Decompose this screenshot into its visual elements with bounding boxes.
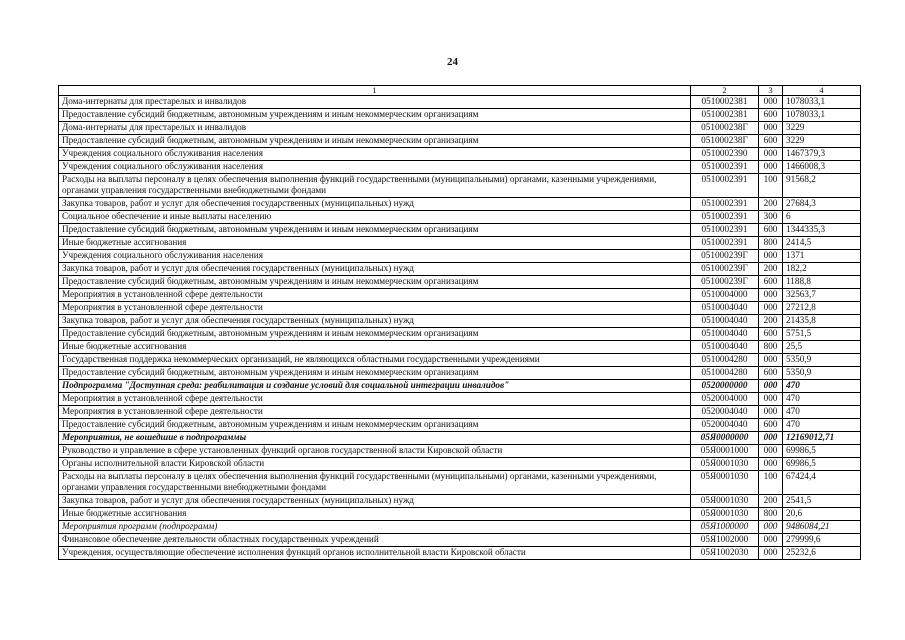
row-expense-type-cell: 200 (759, 263, 783, 276)
table-row (59, 521, 861, 534)
table-row (59, 135, 861, 148)
row-amount-cell: 2541,5 (783, 495, 861, 508)
table-row (59, 445, 861, 458)
row-amount-cell: 27212,8 (783, 302, 861, 315)
table-row (59, 174, 861, 198)
row-amount-cell: 1466008,3 (783, 161, 861, 174)
row-amount-cell: 69986,5 (783, 458, 861, 471)
row-code-cell: 05Я0001030 (691, 508, 759, 521)
row-amount-cell: 470 (783, 380, 861, 393)
row-amount-cell: 3229 (783, 135, 861, 148)
row-expense-type-cell: 000 (759, 289, 783, 302)
table-row (59, 419, 861, 432)
header-col-code: 2 (691, 86, 759, 96)
row-name-cell: Предоставление субсидий бюджетным, автономным учреждениям и иным некоммерческим организациям (59, 276, 691, 289)
table-row (59, 289, 861, 302)
row-name-cell: Предоставление субсидий бюджетным, автономным учреждениям и иным некоммерческим организациям (59, 135, 691, 148)
row-code-cell: 05Я0001030 (691, 471, 759, 495)
table-row (59, 354, 861, 367)
table-row (59, 432, 861, 445)
row-expense-type-cell: 600 (759, 419, 783, 432)
table-row (59, 122, 861, 135)
table-row (59, 148, 861, 161)
row-expense-type-cell: 200 (759, 495, 783, 508)
row-code-cell: 051000239Г (691, 263, 759, 276)
row-amount-cell: 69986,5 (783, 445, 861, 458)
row-amount-cell: 279999,6 (783, 534, 861, 547)
row-amount-cell: 9486084,21 (783, 521, 861, 534)
row-expense-type-cell: 300 (759, 211, 783, 224)
row-expense-type-cell: 000 (759, 393, 783, 406)
row-name-cell: Учреждения, осуществляющие обеспечение исполнения функций органов исполнительной власти Кировской области (59, 547, 691, 560)
row-code-cell: 0510002391 (691, 224, 759, 237)
table-row (59, 328, 861, 341)
row-code-cell: 0520004040 (691, 419, 759, 432)
row-name-cell: Мероприятия в установленной сфере деятельности (59, 406, 691, 419)
row-amount-cell: 20,6 (783, 508, 861, 521)
row-code-cell: 0510004040 (691, 315, 759, 328)
row-code-cell: 0510002391 (691, 211, 759, 224)
table-row (59, 237, 861, 250)
row-expense-type-cell: 600 (759, 109, 783, 122)
row-expense-type-cell: 200 (759, 198, 783, 211)
table-row (59, 367, 861, 380)
row-expense-type-cell: 600 (759, 135, 783, 148)
row-amount-cell: 27684,3 (783, 198, 861, 211)
table-row (59, 109, 861, 122)
row-name-cell: Руководство и управление в сфере установленных функций органов государственной власти Кировской области (59, 445, 691, 458)
row-code-cell: 0510002391 (691, 198, 759, 211)
row-code-cell: 0510002391 (691, 161, 759, 174)
row-code-cell: 051000239Г (691, 250, 759, 263)
row-amount-cell: 6 (783, 211, 861, 224)
row-name-cell: Мероприятия, не вошедшие в подпрограммы (59, 432, 691, 445)
row-expense-type-cell: 000 (759, 521, 783, 534)
row-name-cell: Расходы на выплаты персоналу в целях обеспечения выполнения функций государственными (муниципальными) органами, казенными учреждениями, органами управления государственными внебюджетными фондами (59, 174, 691, 198)
row-amount-cell: 1078033,1 (783, 96, 861, 109)
table-row (59, 276, 861, 289)
row-expense-type-cell: 000 (759, 250, 783, 263)
budget-table (58, 85, 861, 560)
row-expense-type-cell: 600 (759, 328, 783, 341)
row-expense-type-cell: 800 (759, 341, 783, 354)
row-amount-cell: 32563,7 (783, 289, 861, 302)
row-name-cell: Закупка товаров, работ и услуг для обеспечения государственных (муниципальных) нужд (59, 198, 691, 211)
row-amount-cell: 3229 (783, 122, 861, 135)
row-code-cell: 0520004000 (691, 393, 759, 406)
row-amount-cell: 1078033,1 (783, 109, 861, 122)
row-expense-type-cell: 000 (759, 122, 783, 135)
table-body (59, 96, 861, 560)
row-code-cell: 0510004280 (691, 367, 759, 380)
row-expense-type-cell: 000 (759, 380, 783, 393)
row-expense-type-cell: 800 (759, 508, 783, 521)
table-row (59, 315, 861, 328)
row-code-cell: 0510004280 (691, 354, 759, 367)
page-number: 24 (447, 56, 458, 68)
row-name-cell: Закупка товаров, работ и услуг для обеспечения государственных (муниципальных) нужд (59, 315, 691, 328)
table-row (59, 534, 861, 547)
table-row (59, 547, 861, 560)
row-amount-cell: 91568,2 (783, 174, 861, 198)
row-expense-type-cell: 600 (759, 224, 783, 237)
row-expense-type-cell: 200 (759, 315, 783, 328)
row-code-cell: 05Я1002030 (691, 547, 759, 560)
table-row (59, 393, 861, 406)
row-name-cell: Учреждения социального обслуживания населения (59, 161, 691, 174)
row-name-cell: Государственная поддержка некоммерческих организаций, не являющихся областными государственными учреждениями (59, 354, 691, 367)
row-amount-cell: 1344335,3 (783, 224, 861, 237)
header-col-amount: 4 (783, 86, 861, 96)
row-expense-type-cell: 100 (759, 174, 783, 198)
table-row (59, 508, 861, 521)
row-amount-cell: 67424,4 (783, 471, 861, 495)
row-code-cell: 0510002381 (691, 109, 759, 122)
row-amount-cell: 21435,8 (783, 315, 861, 328)
row-amount-cell: 5751,5 (783, 328, 861, 341)
row-name-cell: Учреждения социального обслуживания населения (59, 148, 691, 161)
row-expense-type-cell: 000 (759, 302, 783, 315)
row-expense-type-cell: 000 (759, 354, 783, 367)
row-amount-cell: 470 (783, 419, 861, 432)
table-row (59, 471, 861, 495)
row-expense-type-cell: 000 (759, 445, 783, 458)
row-code-cell: 0520000000 (691, 380, 759, 393)
row-amount-cell: 1371 (783, 250, 861, 263)
row-name-cell: Закупка товаров, работ и услуг для обеспечения государственных (муниципальных) нужд (59, 263, 691, 276)
table-row (59, 224, 861, 237)
row-code-cell: 05Я0001030 (691, 495, 759, 508)
table-row (59, 302, 861, 315)
row-amount-cell: 25232,6 (783, 547, 861, 560)
row-code-cell: 0510002390 (691, 148, 759, 161)
row-amount-cell: 470 (783, 393, 861, 406)
row-expense-type-cell: 600 (759, 367, 783, 380)
row-expense-type-cell: 000 (759, 148, 783, 161)
row-expense-type-cell: 000 (759, 406, 783, 419)
row-code-cell: 0510002381 (691, 96, 759, 109)
row-name-cell: Предоставление субсидий бюджетным, автономным учреждениям и иным некоммерческим организациям (59, 419, 691, 432)
row-expense-type-cell: 000 (759, 161, 783, 174)
row-name-cell: Дома-интернаты для престарелых и инвалидов (59, 96, 691, 109)
table-row (59, 495, 861, 508)
row-expense-type-cell: 000 (759, 458, 783, 471)
row-expense-type-cell: 000 (759, 96, 783, 109)
row-name-cell: Финансовое обеспечение деятельности областных государственных учреждений (59, 534, 691, 547)
row-name-cell: Мероприятия в установленной сфере деятельности (59, 393, 691, 406)
row-code-cell: 051000238Г (691, 135, 759, 148)
row-expense-type-cell: 100 (759, 471, 783, 495)
table-row (59, 458, 861, 471)
row-name-cell: Органы исполнительной власти Кировской области (59, 458, 691, 471)
row-code-cell: 0510002391 (691, 174, 759, 198)
row-name-cell: Иные бюджетные ассигнования (59, 508, 691, 521)
table-row (59, 380, 861, 393)
row-amount-cell: 1188,8 (783, 276, 861, 289)
table-row (59, 161, 861, 174)
row-expense-type-cell: 800 (759, 237, 783, 250)
row-amount-cell: 5350,9 (783, 354, 861, 367)
row-amount-cell: 12169012,71 (783, 432, 861, 445)
row-code-cell: 0510004040 (691, 328, 759, 341)
row-code-cell: 0520004040 (691, 406, 759, 419)
row-name-cell: Предоставление субсидий бюджетным, автономным учреждениям и иным некоммерческим организациям (59, 328, 691, 341)
row-name-cell: Закупка товаров, работ и услуг для обеспечения государственных (муниципальных) нужд (59, 495, 691, 508)
table-row (59, 198, 861, 211)
table-row (59, 263, 861, 276)
row-code-cell: 0510004040 (691, 302, 759, 315)
row-name-cell: Подпрограмма "Доступная среда: реабилитация и создание условий для социальной интеграции инвалидов" (59, 380, 691, 393)
row-name-cell: Иные бюджетные ассигнования (59, 341, 691, 354)
row-name-cell: Мероприятия в установленной сфере деятельности (59, 302, 691, 315)
row-expense-type-cell: 600 (759, 276, 783, 289)
row-expense-type-cell: 000 (759, 547, 783, 560)
row-code-cell: 051000238Г (691, 122, 759, 135)
row-name-cell: Дома-интернаты для престарелых и инвалидов (59, 122, 691, 135)
row-amount-cell: 2414,5 (783, 237, 861, 250)
row-amount-cell: 25,5 (783, 341, 861, 354)
row-code-cell: 05Я0000000 (691, 432, 759, 445)
row-name-cell: Мероприятия программ (подпрограмм) (59, 521, 691, 534)
row-name-cell: Социальное обеспечение и иные выплаты населению (59, 211, 691, 224)
row-code-cell: 0510004000 (691, 289, 759, 302)
row-amount-cell: 1467379,3 (783, 148, 861, 161)
row-amount-cell: 470 (783, 406, 861, 419)
table-row (59, 250, 861, 263)
row-expense-type-cell: 000 (759, 534, 783, 547)
row-code-cell: 051000239Г (691, 276, 759, 289)
header-row (59, 86, 861, 96)
table-row (59, 341, 861, 354)
row-name-cell: Расходы на выплаты персоналу в целях обеспечения выполнения функций государственными (муниципальными) органами, казенными учреждениями, органами управления государственными внебюджетными фондами (59, 471, 691, 495)
row-amount-cell: 5350,9 (783, 367, 861, 380)
row-name-cell: Предоставление субсидий бюджетным, автономным учреждениям и иным некоммерческим организациям (59, 367, 691, 380)
row-code-cell: 05Я1000000 (691, 521, 759, 534)
row-code-cell: 0510004040 (691, 341, 759, 354)
row-name-cell: Мероприятия в установленной сфере деятельности (59, 289, 691, 302)
row-code-cell: 05Я0001000 (691, 445, 759, 458)
row-name-cell: Иные бюджетные ассигнования (59, 237, 691, 250)
row-name-cell: Предоставление субсидий бюджетным, автономным учреждениям и иным некоммерческим организациям (59, 109, 691, 122)
table-row (59, 406, 861, 419)
row-code-cell: 05Я0001030 (691, 458, 759, 471)
row-code-cell: 0510002391 (691, 237, 759, 250)
row-name-cell: Предоставление субсидий бюджетным, автономным учреждениям и иным некоммерческим организациям (59, 224, 691, 237)
table-row (59, 96, 861, 109)
header-col-name: 1 (59, 86, 691, 96)
row-code-cell: 05Я1002000 (691, 534, 759, 547)
row-expense-type-cell: 000 (759, 432, 783, 445)
header-col-vr: 3 (759, 86, 783, 96)
table-row (59, 211, 861, 224)
row-amount-cell: 182,2 (783, 263, 861, 276)
row-name-cell: Учреждения социального обслуживания населения (59, 250, 691, 263)
